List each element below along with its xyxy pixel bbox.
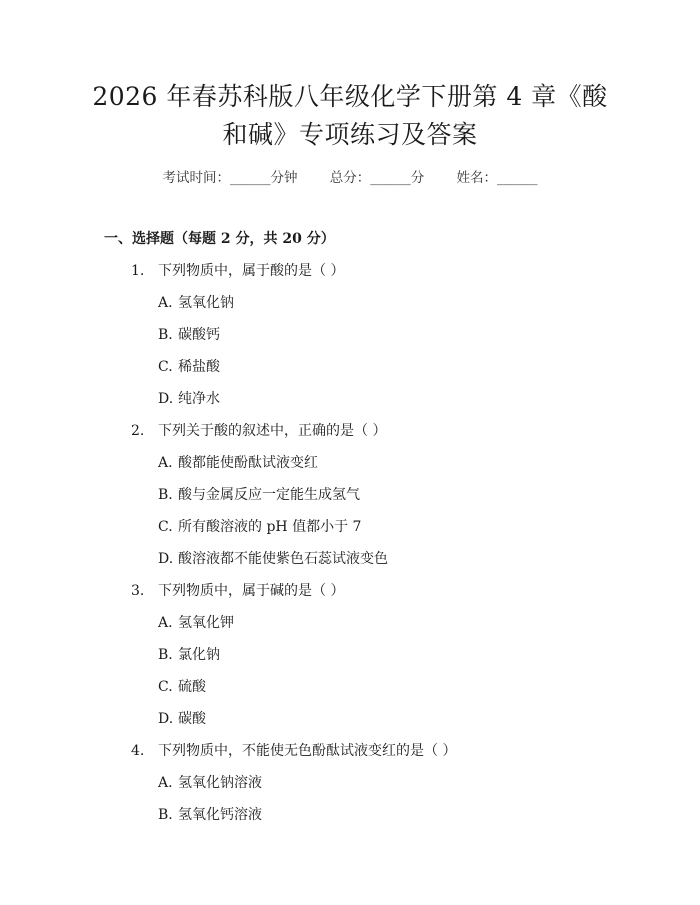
option-letter: C. — [158, 679, 173, 695]
question-3-option-b — [158, 645, 220, 665]
question-number: 2. — [131, 423, 145, 439]
option-text: 氢氧化钾 — [178, 615, 234, 631]
question-4-option-b — [158, 805, 262, 825]
question-number: 3. — [131, 583, 145, 599]
question-text: 下列关于酸的叙述中，正确的是（ ） — [158, 423, 387, 439]
option-text: 硫酸 — [178, 679, 206, 695]
option-text: 氯化钠 — [178, 647, 220, 663]
option-text: 酸与金属反应一定能生成氢气 — [178, 487, 360, 503]
option-text: 氢氧化钠 — [178, 295, 234, 311]
question-number: 1. — [131, 263, 145, 279]
option-letter: B. — [158, 487, 173, 503]
question-4 — [131, 741, 456, 761]
question-3-option-a — [158, 613, 234, 633]
document-title-line-2: 和碱》专项练习及答案 — [222, 120, 478, 149]
question-2-option-d — [158, 549, 388, 569]
option-letter: A. — [158, 615, 173, 631]
question-1-option-c — [158, 357, 220, 377]
option-text: 碳酸 — [178, 711, 206, 727]
option-letter: D. — [158, 551, 174, 567]
option-text: 氢氧化钠溶液 — [178, 775, 262, 791]
question-1 — [131, 261, 344, 281]
option-letter: D. — [158, 711, 174, 727]
option-text: 所有酸溶液的 pH 值都小于 7 — [178, 519, 362, 535]
option-letter: C. — [158, 519, 173, 535]
option-text: 酸都能使酚酞试液变红 — [178, 455, 318, 471]
option-text: 纯净水 — [178, 391, 220, 407]
question-1-option-d — [158, 389, 220, 409]
option-text: 氢氧化钙溶液 — [178, 807, 262, 823]
question-2-option-a — [158, 453, 318, 473]
exam-info — [0, 168, 700, 188]
option-letter: B. — [158, 327, 173, 343]
section-title: 一、选择题（每题 2 分，共 20 分） — [104, 231, 335, 247]
question-text: 下列物质中，属于碱的是（ ） — [158, 583, 345, 599]
question-2 — [131, 421, 386, 441]
question-3-option-d — [158, 709, 206, 729]
question-3-option-c — [158, 677, 206, 697]
document-title-line-1: 2026 年春苏科版八年级化学下册第 4 章《酸 — [92, 82, 608, 111]
option-letter: B. — [158, 807, 173, 823]
option-text: 稀盐酸 — [178, 359, 220, 375]
student-name-field: 姓名：______ — [456, 170, 538, 186]
option-letter: A. — [158, 455, 173, 471]
question-text: 下列物质中，不能使无色酚酞试液变红的是（ ） — [158, 743, 457, 759]
question-text: 下列物质中，属于酸的是（ ） — [158, 263, 345, 279]
question-number: 4. — [131, 743, 145, 759]
question-4-option-a — [158, 773, 262, 793]
option-letter: A. — [158, 775, 173, 791]
option-letter: B. — [158, 647, 173, 663]
option-text: 碳酸钙 — [178, 327, 220, 343]
question-1-option-a — [158, 293, 234, 313]
option-text: 酸溶液都不能使紫色石蕊试液变色 — [178, 551, 388, 567]
question-2-option-c — [158, 517, 361, 537]
exam-time-field: 考试时间：______分钟 — [162, 170, 298, 186]
question-1-option-b — [158, 325, 220, 345]
option-letter: C. — [158, 359, 173, 375]
question-2-option-b — [158, 485, 360, 505]
option-letter: D. — [158, 391, 174, 407]
question-3 — [131, 581, 344, 601]
total-score-field: 总分：______分 — [329, 170, 425, 186]
option-letter: A. — [158, 295, 173, 311]
